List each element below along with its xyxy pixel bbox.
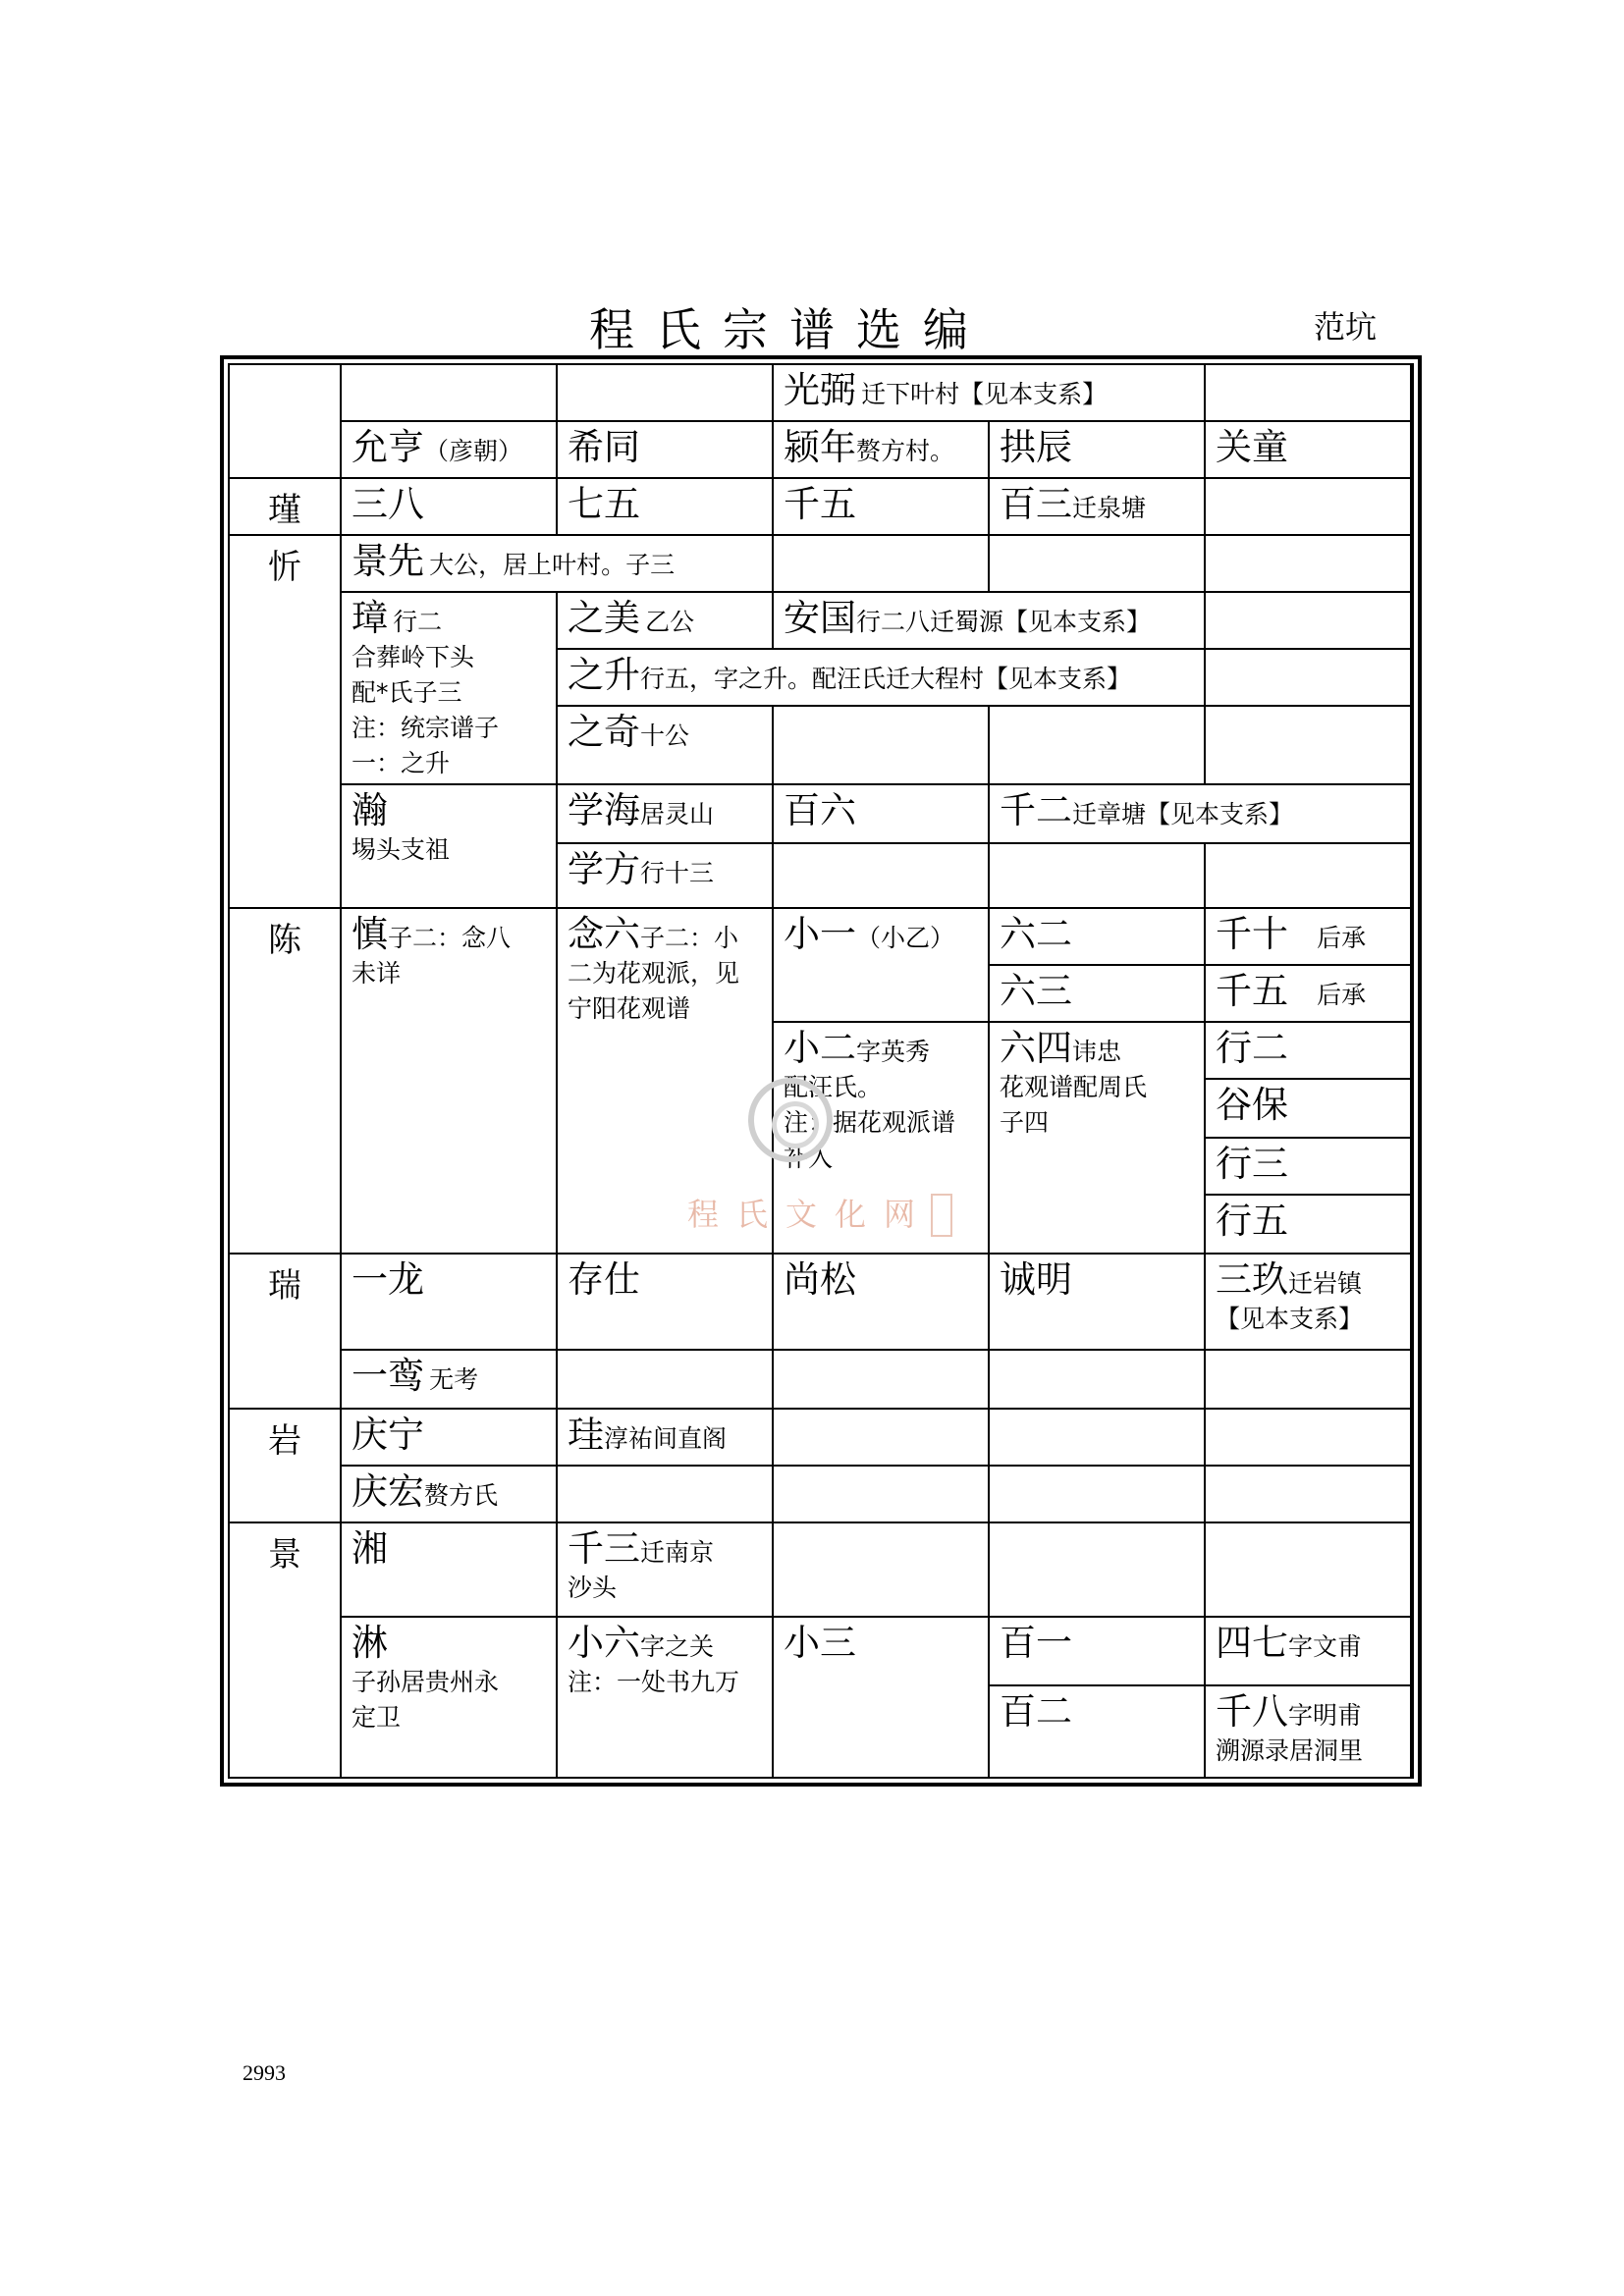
side-cell-empty [230, 365, 342, 479]
table-cell [990, 1255, 1206, 1351]
person-name: 诚明 [1000, 1258, 1072, 1301]
person-name: 六三 [1000, 970, 1072, 1012]
person-name: 百三 [1000, 483, 1072, 525]
table-cell [1206, 909, 1412, 966]
person-name: 一龙 [352, 1258, 424, 1301]
side-label: 瑾 [230, 479, 342, 536]
table-cell [342, 593, 558, 785]
table-cell-empty [990, 1410, 1206, 1467]
person-name: 千三 [568, 1527, 640, 1570]
person-name: 百二 [1000, 1690, 1072, 1733]
person-note: 乙公 [645, 608, 695, 636]
person-name: 之升 [568, 654, 640, 696]
person-name: 之美 [568, 597, 640, 639]
table-cell-empty [990, 707, 1206, 785]
person-note: 讳忠 [1072, 1038, 1122, 1066]
genealogy-table [228, 363, 1414, 1779]
person-name: 小三 [784, 1622, 856, 1664]
person-note: 大公，居上叶村。子三 [429, 551, 676, 579]
table-cell [558, 1618, 774, 1777]
person-name: 允亨 [352, 426, 424, 468]
table-cell-empty [1206, 536, 1412, 593]
table-cell-empty [774, 1410, 990, 1467]
table-cell [990, 785, 1412, 844]
page-title: 程氏宗谱选编 [589, 303, 990, 356]
person-detail: 子孙居贵州永 [352, 1668, 500, 1696]
table-cell [342, 1467, 558, 1523]
table-cell [342, 1523, 558, 1618]
person-detail: 二为花观派，见 [568, 959, 740, 988]
person-note: 字明甫 [1288, 1701, 1363, 1730]
person-note: 十公 [640, 721, 690, 750]
side-label: 瑞 [230, 1255, 342, 1410]
table-cell-empty [774, 536, 990, 593]
table-cell [558, 650, 1206, 707]
person-name: 七五 [568, 483, 640, 525]
table-cell [774, 422, 990, 479]
person-detail: 宁阳花观谱 [568, 994, 691, 1023]
person-note: 子二：小 [640, 924, 739, 952]
person-detail: 埸头支祖 [352, 835, 451, 864]
table-cell [342, 785, 558, 909]
person-note: 子二：念八 [388, 924, 512, 952]
table-cell [342, 422, 558, 479]
person-name: 千十 [1216, 913, 1288, 955]
person-name: 学方 [568, 848, 640, 890]
person-name: 之奇 [568, 711, 640, 753]
person-detail: 注：一处书九万 [568, 1668, 740, 1696]
person-name: 百六 [784, 789, 856, 831]
person-name: 六四 [1000, 1027, 1072, 1069]
person-note: 迁章塘【见本支系】 [1072, 800, 1294, 828]
table-cell [1206, 1255, 1412, 1351]
table-cell [990, 1618, 1206, 1686]
table-cell-empty [774, 844, 990, 909]
table-cell-empty [558, 365, 774, 422]
person-name: 小一 [784, 913, 856, 955]
person-note: 赘方村。 [856, 437, 955, 465]
table-cell [990, 422, 1206, 479]
person-detail: 花观谱配周氏 [1000, 1073, 1148, 1101]
person-name: 璋 [352, 597, 388, 639]
table-cell [342, 536, 774, 593]
person-detail: 子四 [1000, 1108, 1050, 1137]
person-name: 三玖 [1216, 1258, 1288, 1301]
person-detail: 注：统宗谱子 [352, 714, 500, 742]
table-cell [558, 1523, 774, 1618]
person-name: 四七 [1216, 1622, 1288, 1664]
person-note: 淳祐间直阁 [604, 1424, 728, 1453]
person-name: 行二 [1216, 1027, 1288, 1069]
page-number: 2993 [243, 2060, 286, 2085]
person-detail: 一：之升 [352, 749, 451, 777]
person-name: 六二 [1000, 913, 1072, 955]
person-note: 字之关 [640, 1632, 715, 1661]
person-detail: 溯源录居洞里 [1216, 1736, 1364, 1765]
person-name: 存仕 [568, 1258, 640, 1301]
person-name: 拱辰 [1000, 426, 1072, 468]
person-name: 安国 [784, 597, 856, 639]
table-cell [774, 909, 990, 1023]
table-cell [774, 479, 990, 536]
table-cell [342, 909, 558, 1255]
table-cell [1206, 1023, 1412, 1080]
person-detail: 沙头 [568, 1574, 618, 1602]
person-name: 百一 [1000, 1622, 1072, 1664]
table-cell [990, 909, 1206, 966]
watermark-text: 程氏文化网 [687, 1196, 934, 1233]
table-cell [774, 785, 990, 844]
table-cell [774, 1255, 990, 1351]
person-name: 尚松 [784, 1258, 856, 1301]
person-name: 学海 [568, 789, 640, 831]
person-name: 千五 [1216, 970, 1288, 1012]
person-note: 行五，字之升。配汪氏迁大程村【见本支系】 [640, 665, 1132, 693]
person-note: 迁泉塘 [1072, 494, 1147, 522]
table-cell-empty [1206, 365, 1412, 422]
person-name: 念六 [568, 913, 640, 955]
person-name: 千八 [1216, 1690, 1288, 1733]
table-cell-empty [1206, 650, 1412, 707]
person-name: 谷保 [1216, 1084, 1288, 1126]
person-name: 小二 [784, 1027, 856, 1069]
table-cell [1206, 1196, 1412, 1255]
table-cell-empty [1206, 1351, 1412, 1410]
person-name: 小六 [568, 1622, 640, 1664]
person-detail: 注：据花观派谱 [784, 1108, 956, 1137]
table-cell [558, 1255, 774, 1351]
person-note: 赘方氏 [424, 1481, 499, 1510]
table-cell [342, 1618, 558, 1777]
person-note: 迁下叶村【见本支系】 [861, 380, 1108, 408]
table-cell-empty [774, 1523, 990, 1618]
table-cell [1206, 1080, 1412, 1139]
table-cell-empty [774, 1351, 990, 1410]
table-cell-empty [1206, 1410, 1412, 1467]
person-name: 行三 [1216, 1143, 1288, 1185]
table-cell [990, 1686, 1206, 1777]
person-detail: 定卫 [352, 1703, 402, 1732]
watermark-stamp [931, 1194, 952, 1237]
person-note: 字英秀 [856, 1038, 931, 1066]
table-cell [1206, 1686, 1412, 1777]
person-note: 无考 [429, 1365, 479, 1394]
table-cell-empty [990, 1467, 1206, 1523]
table-cell [558, 844, 774, 909]
person-detail: 【见本支系】 [1216, 1305, 1364, 1333]
table-cell [990, 966, 1206, 1023]
table-cell [1206, 1139, 1412, 1196]
table-cell-empty [558, 1351, 774, 1410]
person-note: 迁南京 [640, 1538, 715, 1567]
table-cell [342, 479, 558, 536]
person-name: 光弼 [784, 369, 856, 411]
person-detail: 合葬岭下头 [352, 643, 475, 671]
person-note: 迁岩镇 [1288, 1269, 1363, 1298]
person-name: 瀚 [352, 789, 388, 831]
table-cell-empty [1206, 1467, 1412, 1523]
place-name: 范坑 [1314, 308, 1378, 346]
person-name: 关童 [1216, 426, 1288, 468]
table-cell [558, 1410, 774, 1467]
person-detail: 配汪氏。 [784, 1073, 883, 1101]
table-cell-empty [1206, 707, 1412, 785]
person-note: 字文甫 [1288, 1632, 1363, 1661]
person-name: 庆宏 [352, 1470, 424, 1513]
table-cell-empty [342, 365, 558, 422]
table-cell [558, 785, 774, 844]
person-detail: 配*氏子三 [352, 678, 462, 707]
person-name: 行五 [1216, 1200, 1288, 1242]
person-note: 行二 [393, 608, 443, 636]
table-cell [558, 707, 774, 785]
table-cell-empty [1206, 844, 1412, 909]
table-cell [990, 479, 1206, 536]
person-note: 后承 [1317, 981, 1367, 1009]
side-label: 陈 [230, 909, 342, 1255]
table-cell-empty [774, 1467, 990, 1523]
table-cell-empty [990, 844, 1206, 909]
table-cell-empty [774, 707, 990, 785]
table-cell [1206, 422, 1412, 479]
person-name: 希同 [568, 426, 640, 468]
table-cell-empty [990, 536, 1206, 593]
person-name: 景先 [352, 540, 424, 582]
table-cell [1206, 966, 1412, 1023]
person-note: 行二八迁蜀源【见本支系】 [856, 608, 1152, 636]
person-name: 珪 [568, 1414, 604, 1456]
person-name: 三八 [352, 483, 424, 525]
table-cell [558, 422, 774, 479]
table-cell [774, 593, 1206, 650]
table-cell [558, 593, 774, 650]
person-note: 居灵山 [640, 800, 715, 828]
table-cell [342, 1410, 558, 1467]
table-cell-empty [1206, 479, 1412, 536]
person-note: （小乙） [856, 924, 955, 952]
person-name: 千五 [784, 483, 856, 525]
side-label: 忻 [230, 536, 342, 909]
side-label: 景 [230, 1523, 342, 1777]
table-cell-empty [558, 1467, 774, 1523]
table-cell [774, 365, 1206, 422]
person-name: 庆宁 [352, 1414, 424, 1456]
table-cell [990, 1023, 1206, 1255]
person-name: 淋 [352, 1622, 388, 1664]
watermark-seal [748, 1078, 833, 1162]
person-note: 后承 [1317, 924, 1367, 952]
person-note: （彦朝） [424, 437, 523, 465]
table-cell [774, 1618, 990, 1777]
person-name: 千二 [1000, 789, 1072, 831]
table-cell-empty [990, 1523, 1206, 1618]
table-cell [342, 1351, 558, 1410]
person-detail: 未详 [352, 959, 402, 988]
person-name: 湘 [352, 1527, 388, 1570]
table-cell-empty [990, 1351, 1206, 1410]
table-cell [342, 1255, 558, 1351]
table-cell [558, 479, 774, 536]
table-cell [1206, 1618, 1412, 1686]
person-name: 慎 [352, 913, 388, 955]
table-cell-empty [1206, 593, 1412, 650]
person-name: 一鸾 [352, 1355, 424, 1397]
person-name: 颍年 [784, 426, 856, 468]
table-cell-empty [1206, 1523, 1412, 1618]
side-label: 岩 [230, 1410, 342, 1523]
person-note: 行十三 [640, 859, 715, 887]
person-detail: 补入 [784, 1144, 834, 1172]
